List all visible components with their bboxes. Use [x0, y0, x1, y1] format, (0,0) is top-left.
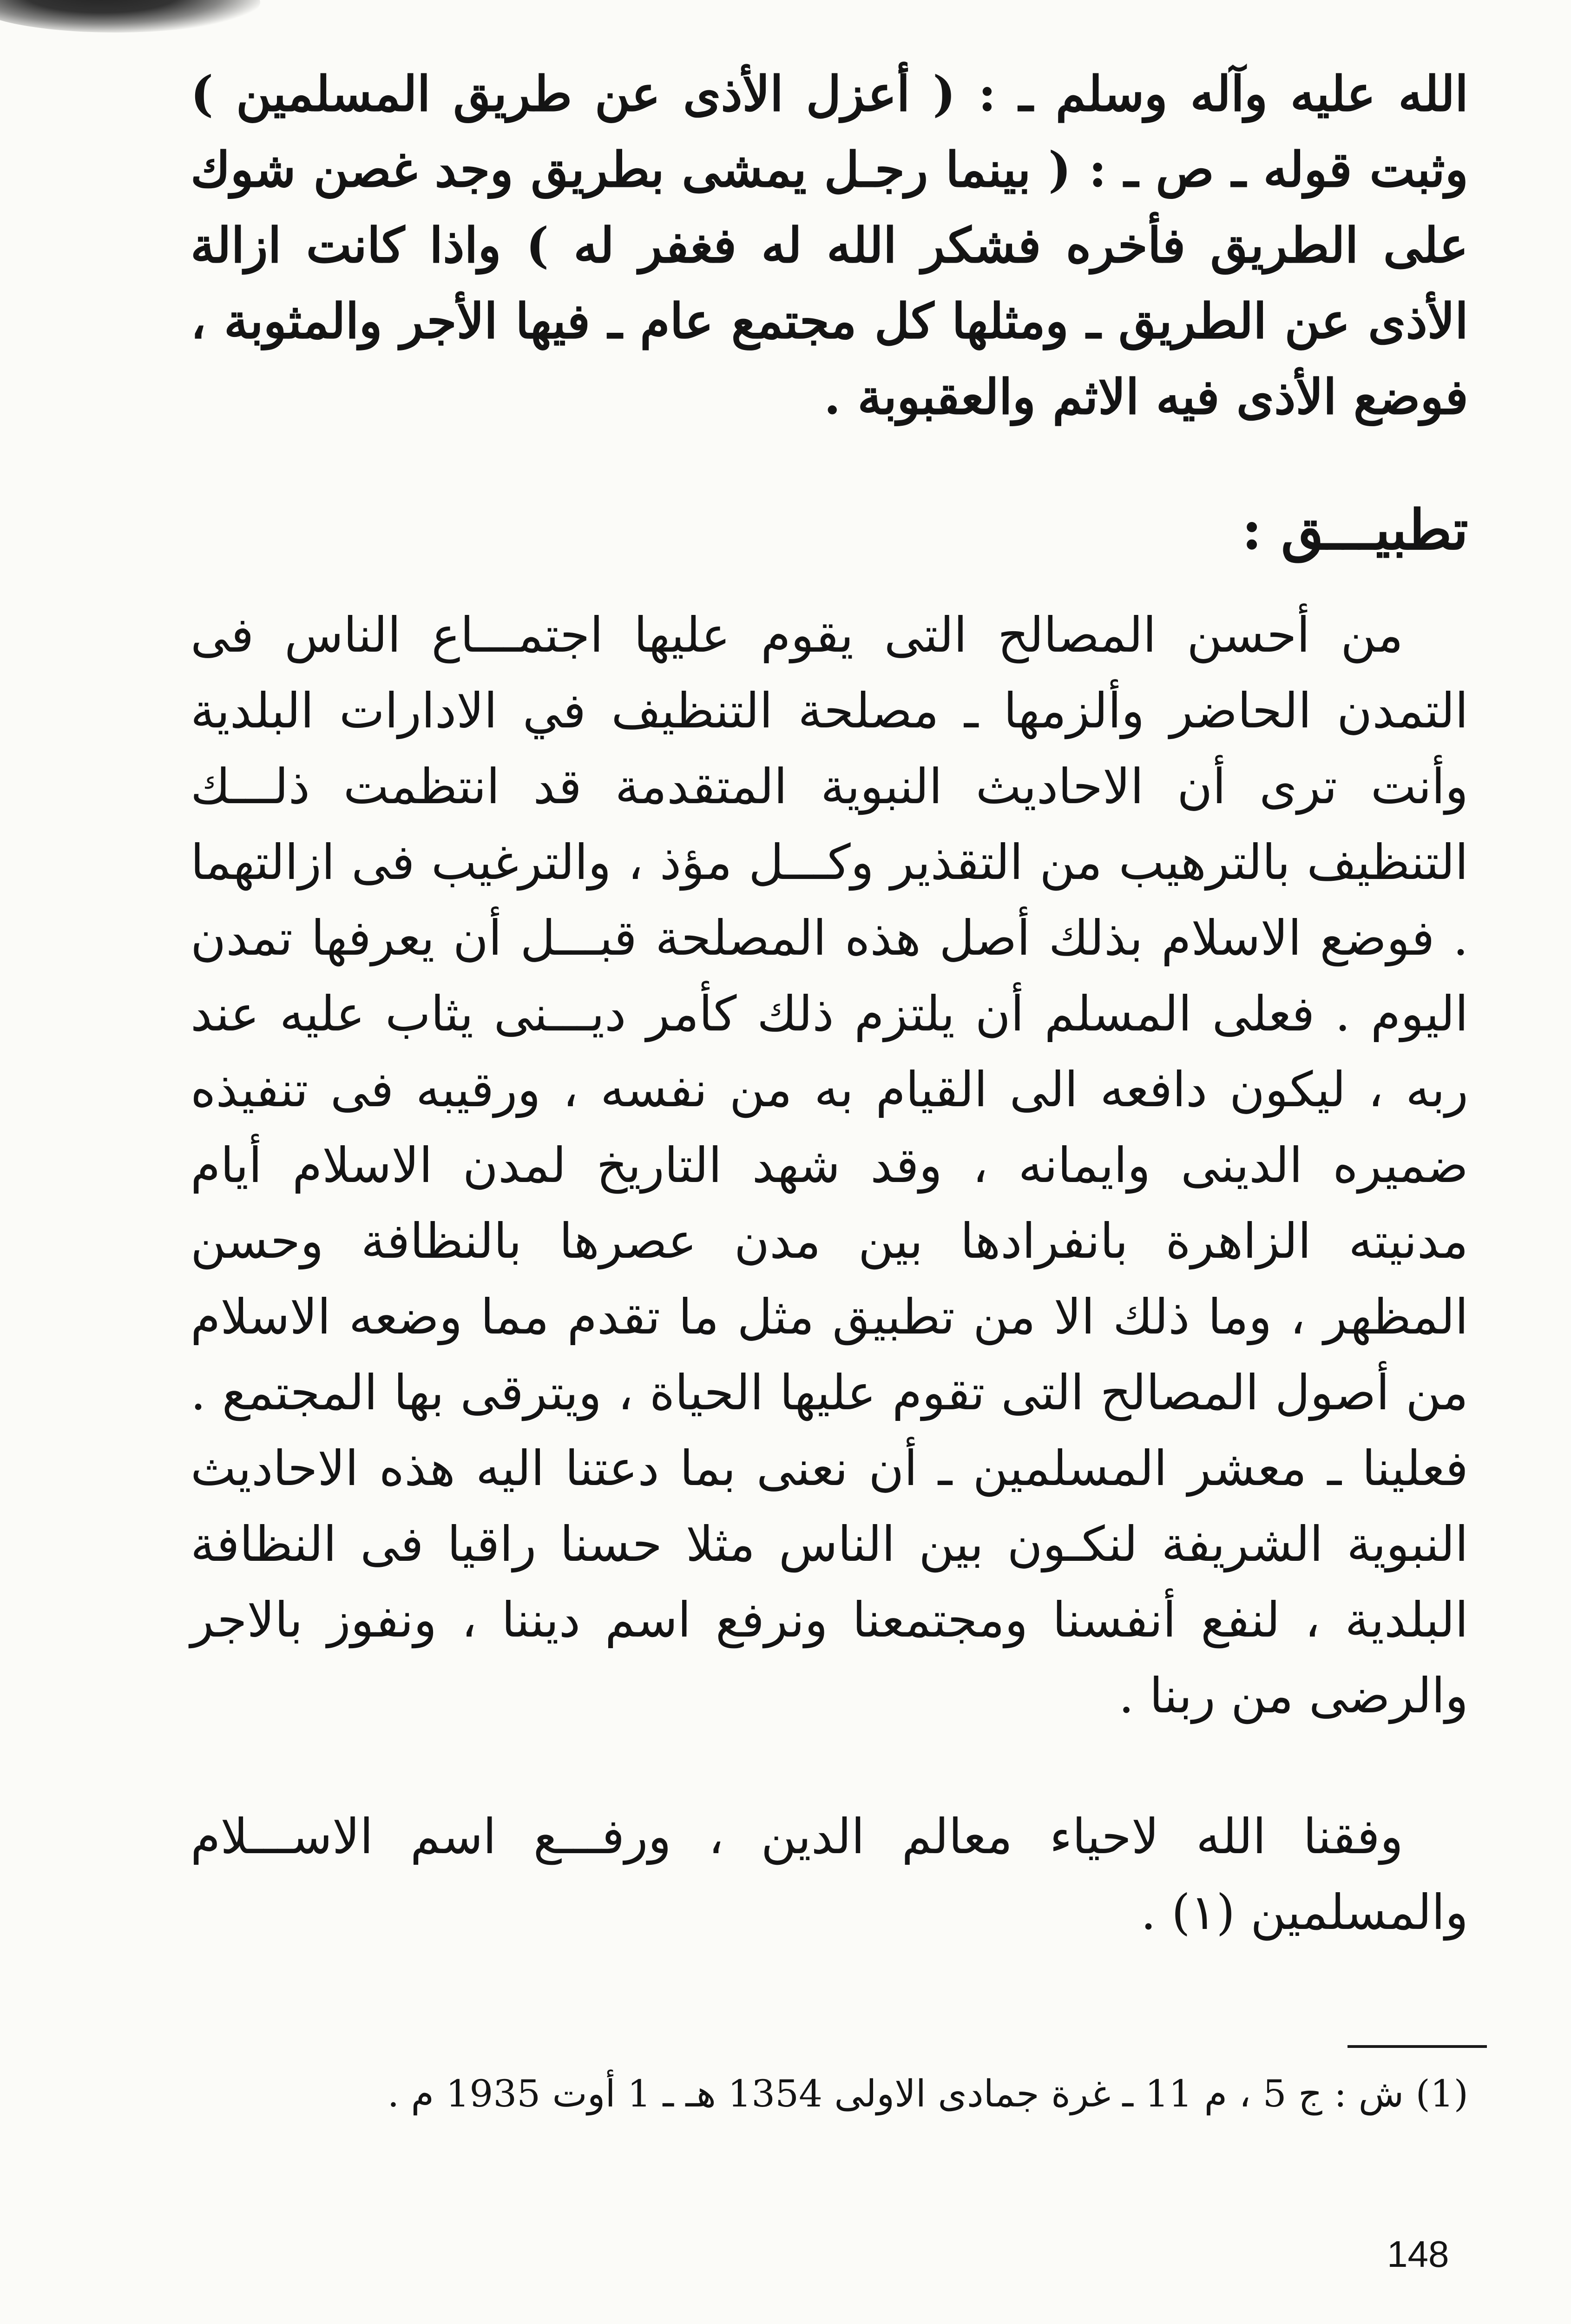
footnote-divider: [1348, 2045, 1487, 2048]
top-paragraph-text: الله عليه وآله وسلم ـ : ( أعزل الأذى عن طريق المسلمين ) وثبت قوله ـ ص ـ : ( بينما رجـل يمشى بطريق وجد غصن شوك على الطريق فأخره فشكر الله له فغفر له ) واذا كانت ازالة الأذى عن الطريق ـ ومثلها كل مجتمع عام ـ فيها الأجر والمثوبة ، فوضع الأذى فيه الاثم والعقبوبة .: [191, 65, 1468, 425]
footnote: (1) ش : ج 5 ، م 11 ـ غرة جمادى الاولى 1354 هـ ـ 1 أوت 1935 م .: [387, 2072, 1468, 2115]
main-paragraph: [191, 597, 1468, 1734]
closing-paragraph-text: وفقنا الله لاحياء معالم الدين ، ورفـــع اسم الاســـلام والمسلمين (١) .: [191, 1808, 1468, 1941]
page-number: 148: [1387, 2233, 1449, 2275]
top-paragraph: [191, 56, 1468, 435]
section-heading: تطبيـــق :: [1242, 497, 1468, 562]
main-paragraph-text: من أحسن المصالح التى يقوم عليها اجتمـــاع الناس فى التمدن الحاضر وألزمها ـ مصلحة التنظيف في الادارات البلدية وأنت ترى أن الاحاديث النبوية المتقدمة قد انتظمت ذلـــك التنظيف بالترهيب من التقذير وكـــل مؤذ ، والترغيب فى ازالتهما . فوضع الاسلام بذلك أصل هذه المصلحة قبـــل أن يعرفها تمدن اليوم . فعلى المسلم أن يلتزم ذلك كأمر ديـــنى يثاب عليه عند ربه ، ليكون دافعه الى القيام به من نفسه ، ورقيبه فى تنفيذه ضميره الدينى وايمانه ، وقد شهد التاريخ لمدن الاسلام أيام مدنيته الزاهرة بانفرادها بين مدن عصرها بالنظافة وحسن المظهر ، وما ذلك الا من تطبيق مثل ما تقدم مما وضعه الاسلام من أصول المصالح التى تقوم عليها الحياة ، ويترقى بها المجتمع . فعلينا ـ معشر المسلمين ـ أن نعنى بما دعتنا اليه هذه الاحاديث النبوية الشريفة لنكـون بين الناس مثلا حسنا راقيا فى النظافة البلدية ، لنفع أنفسنا ومجتمعنا ونرفع اسم ديننا ، ونفوز بالاجر والرضى من ربنا .: [191, 607, 1469, 1724]
closing-paragraph: [191, 1799, 1468, 1950]
scan-smudge: [0, 0, 260, 33]
